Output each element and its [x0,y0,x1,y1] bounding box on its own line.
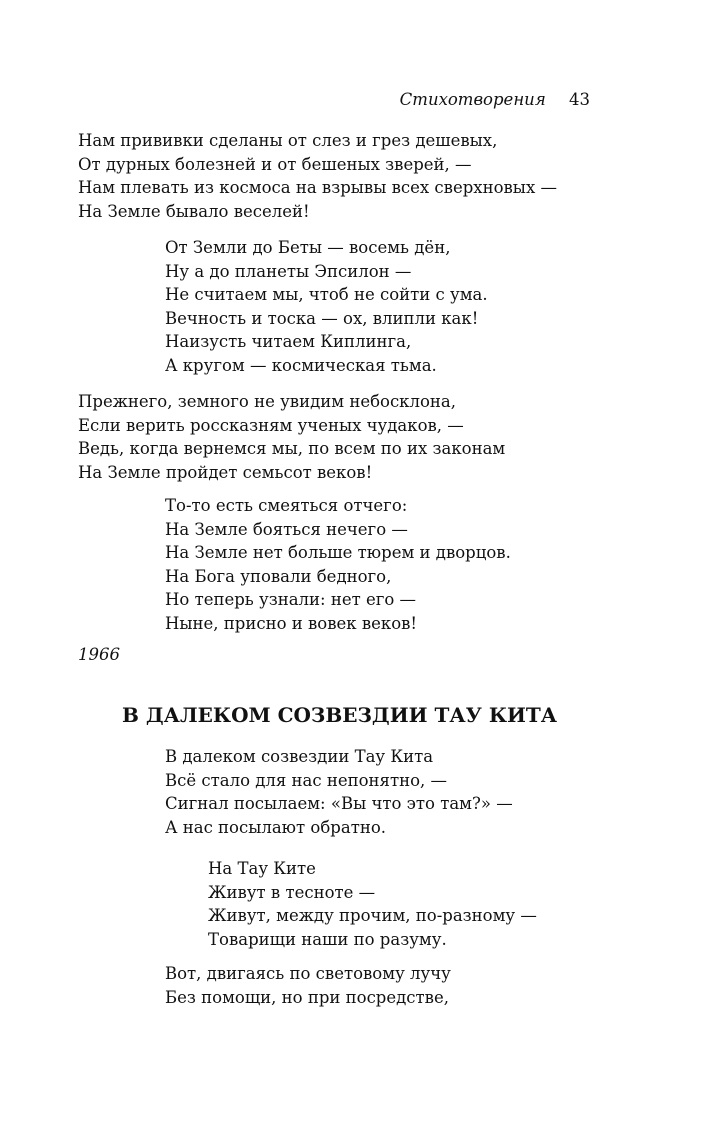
verse-line: Нам плевать из космоса на взрывы всех сверхновых — [78,178,557,197]
verse-line: Ну а до планеты Эпсилон — [165,261,412,281]
page-number: 43 [569,90,590,109]
running-header [400,90,590,109]
verse-line: Всё стало для нас непонятно, — [165,770,448,790]
verse-line: На Бога уповали бедного, [165,566,392,586]
verse-line: Живут в тесноте — [208,882,376,902]
verse-line: На Земле бывало веселей! [78,201,310,221]
verse-line: Наизусть читаем Киплинга, [165,332,412,351]
verse-line: Если верить россказням ученых чудаков, — [78,415,464,435]
stanza [165,745,513,839]
verse-line: Вечность и тоска — ох, влипли как! [165,308,479,328]
section-title: Стихотворения [399,90,546,109]
verse-line: Прежнего, земного не увидим небосклона, [78,392,456,411]
verse-line: А нас посылают обратно. [165,817,386,837]
poem-date: 1966 [78,645,120,664]
verse-line: То-то есть смеяться отчего: [165,496,408,515]
verse-line: Ведь, когда вернемся мы, по всем по их законам [78,439,506,458]
verse-line: Но теперь узнали: нет его — [165,590,417,609]
stanza [78,390,505,484]
verse-line: Нам прививки сделаны от слез и грез дешевых, [78,131,498,150]
verse-line: На Земле бояться нечего — [165,519,408,539]
refrain-stanza [165,494,511,635]
verse-line: На Земле пройдет семьсот веков! [78,462,373,482]
verse-line: Сигнал посылаем: «Вы что это там?» — [165,794,513,813]
refrain-stanza [165,236,488,377]
verse-line: От Земли до Беты — восемь дён, [165,238,451,257]
poem-title: В ДАЛЕКОМ СОЗВЕЗДИИ ТАУ КИТА [122,703,558,727]
verse-line: Не считаем мы, чтоб не сойти с ума. [165,285,488,304]
verse-line: От дурных болезней и от бешеных зверей, — [78,154,472,174]
verse-line: Ныне, присно и вовек веков! [165,613,418,633]
stanza [165,962,451,1009]
refrain-stanza [208,857,537,951]
verse-line: Вот, двигаясь по световому лучу [165,964,451,983]
verse-line: А кругом — космическая тьма. [165,355,437,375]
verse-line: В далеком созвездии Тау Кита [165,747,434,766]
verse-line: На Земле нет больше тюрем и дворцов. [165,543,511,562]
verse-line: Живут, между прочим, по-разному — [208,906,537,925]
verse-line: Без помощи, но при посредстве, [165,987,449,1007]
verse-line: На Тау Ките [208,859,316,878]
stanza [78,129,557,223]
verse-line: Товарищи наши по разуму. [208,929,447,949]
